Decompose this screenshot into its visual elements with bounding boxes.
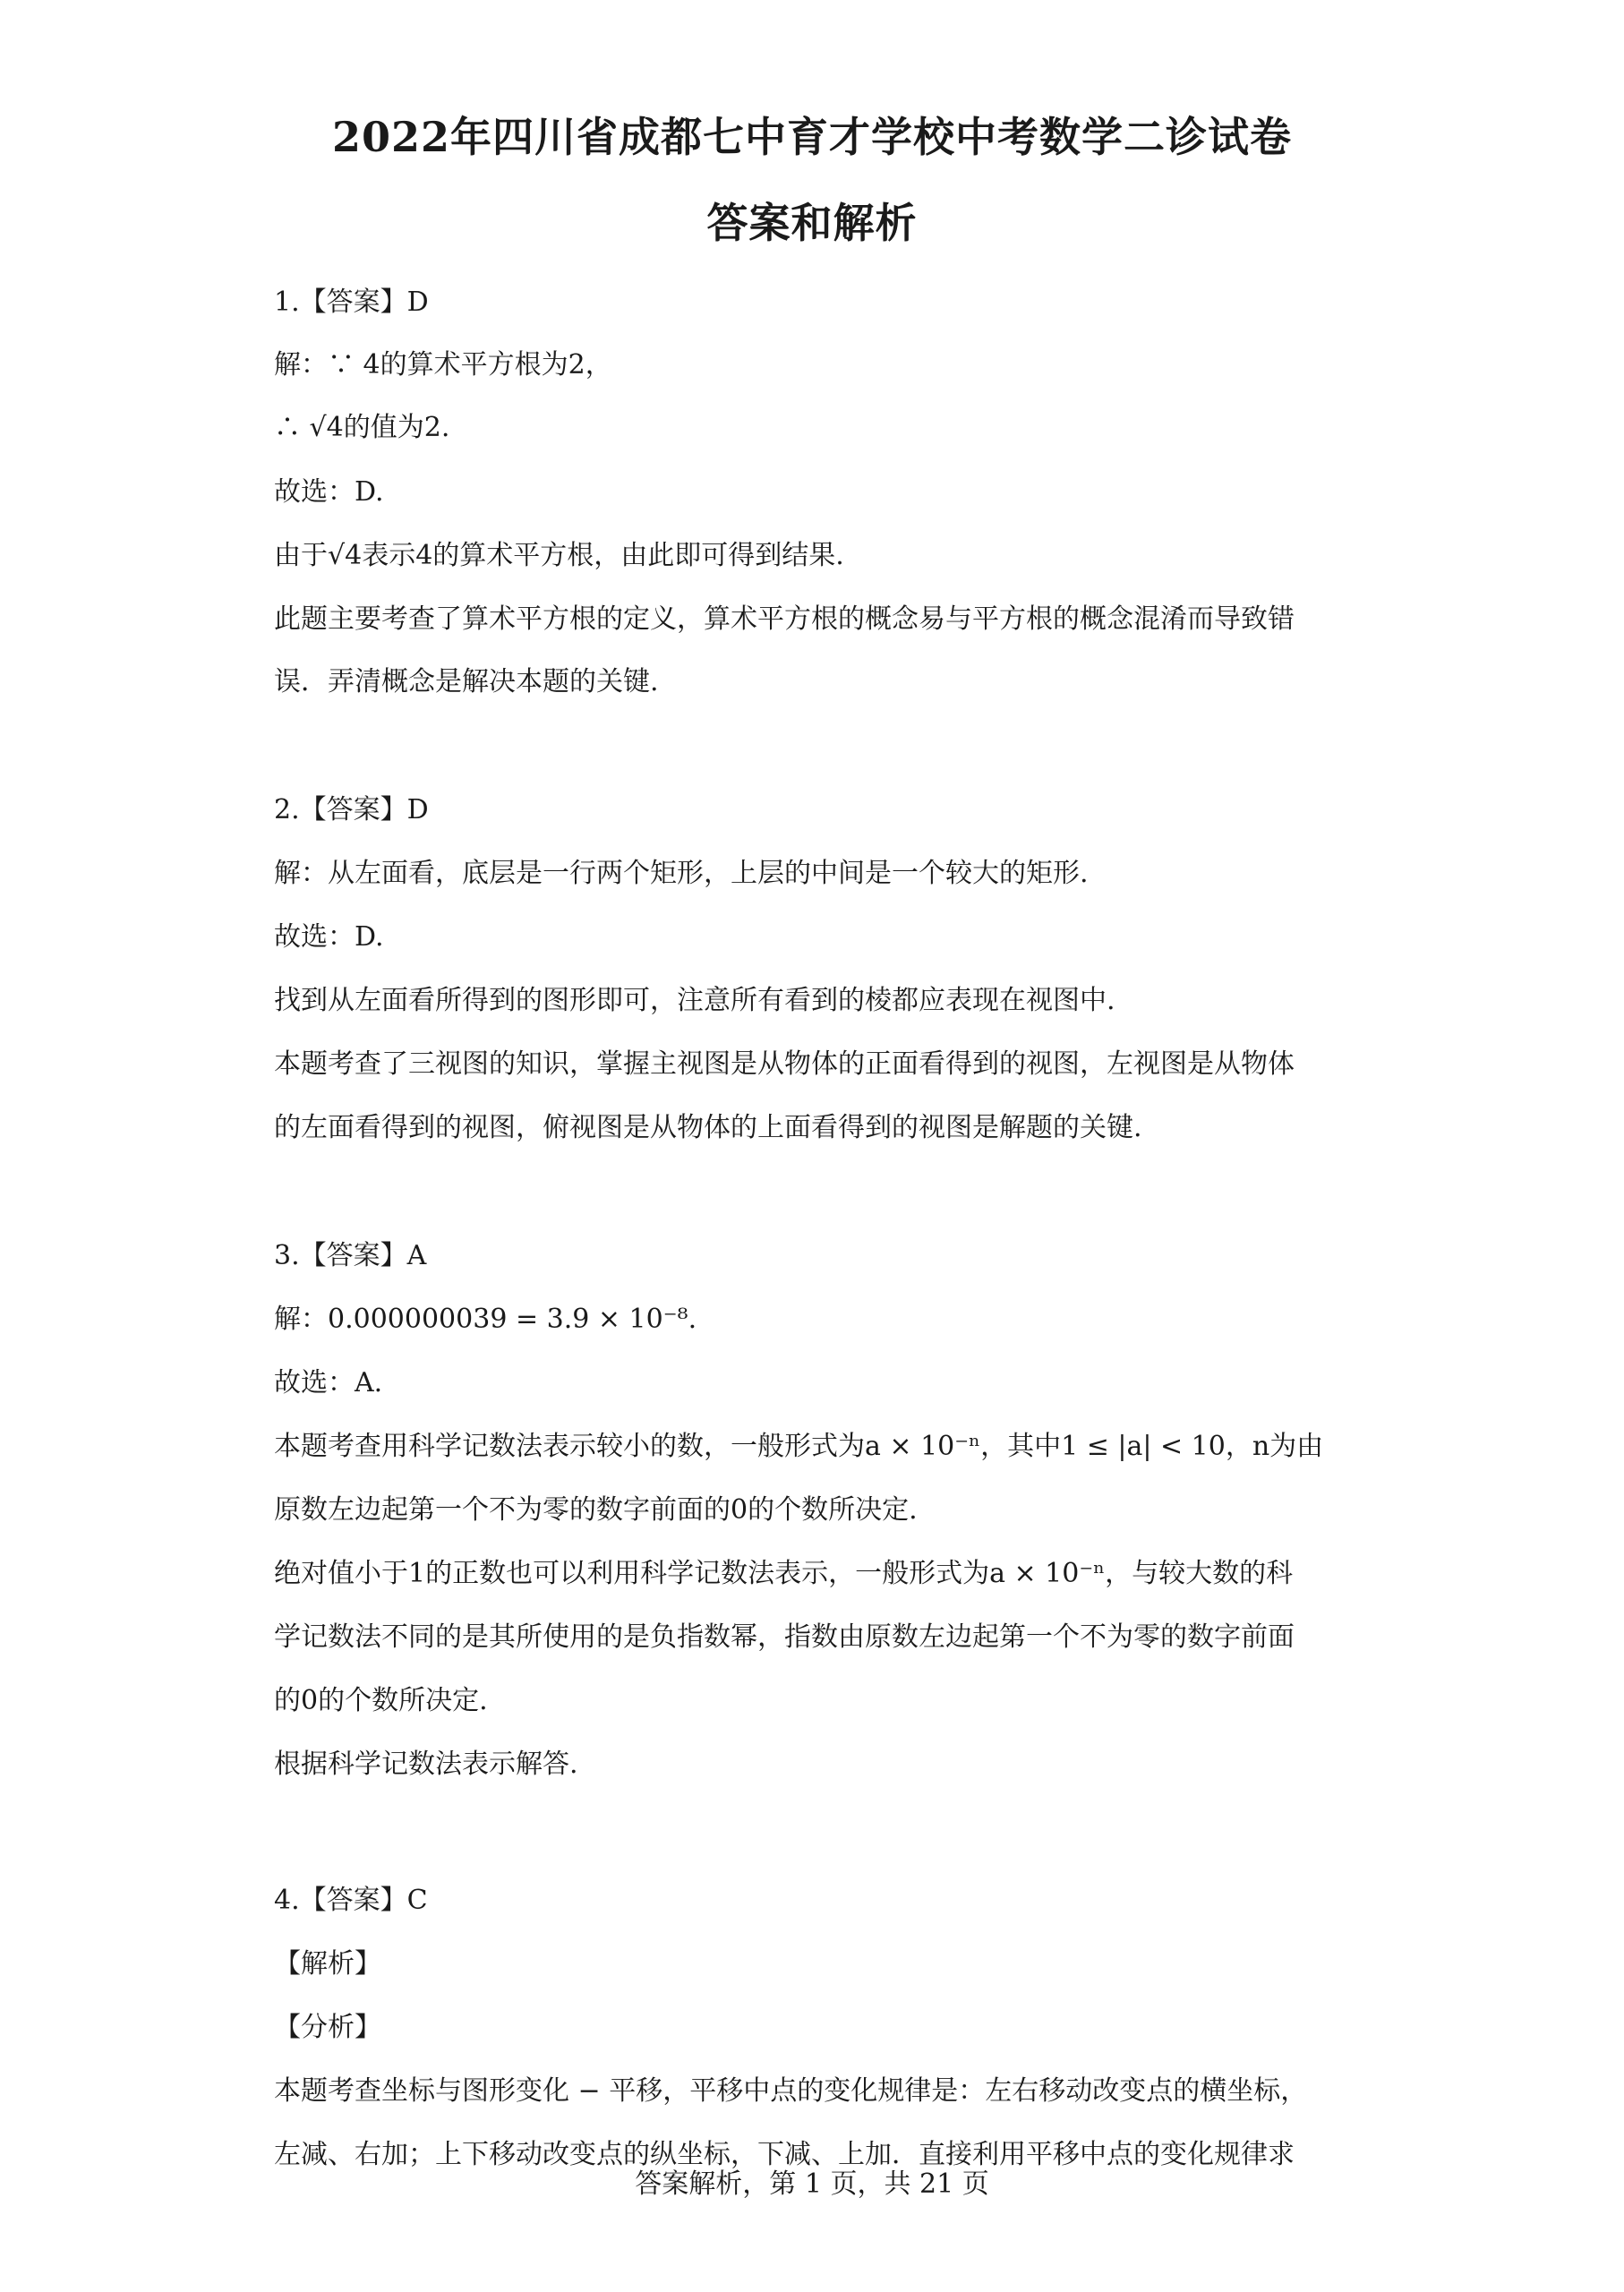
q1-text-line: ∴ √4的值为2. — [274, 412, 450, 443]
q2-answer-line: 2.【答案】D — [274, 794, 429, 825]
q2-text-line: 找到从左面看所得到的图形即可，注意所有看到的棱都应表现在视图中. — [274, 985, 1115, 1016]
q1-text-line: 此题主要考查了算术平方根的定义，算术平方根的概念易与平方根的概念混淆而导致错 — [274, 603, 1295, 635]
q3-answer-line: 3.【答案】A — [274, 1240, 427, 1271]
q4-text-line: 【解析】 — [274, 1948, 381, 1980]
q2-text-line: 本题考查了三视图的知识，掌握主视图是从物体的正面看得到的视图，左视图是从物体 — [274, 1048, 1295, 1080]
q2-text-line: 故选：D. — [274, 921, 384, 953]
q3-text-line: 解：0.000000039 = 3.9 × 10⁻⁸. — [274, 1304, 697, 1335]
q3-text-line: 的0的个数所决定. — [274, 1685, 488, 1716]
q3-text-line: 原数左边起第一个不为零的数字前面的0的个数所决定. — [274, 1494, 918, 1526]
q4-answer-line: 4.【答案】C — [274, 1885, 428, 1916]
page-footer: 答案解析，第 1 页，共 21 页 — [635, 2168, 989, 2200]
q4-text-line: 【分析】 — [274, 2012, 381, 2043]
q3-text-line: 绝对值小于1的正数也可以利用科学记数法表示，一般形式为a × 10⁻ⁿ，与较大数的科 — [274, 1558, 1294, 1589]
document-subtitle: 答案和解析 — [706, 199, 918, 247]
q4-text-line: 左减、右加；上下移动改变点的纵坐标，下减、上加．直接利用平移中点的变化规律求 — [274, 2139, 1295, 2170]
q3-text-line: 学记数法不同的是其所使用的是负指数幂，指数由原数左边起第一个不为零的数字前面 — [274, 1621, 1295, 1653]
q1-text-line: 由于√4表示4的算术平方根，由此即可得到结果. — [274, 540, 844, 571]
q3-text-line: 故选：A. — [274, 1367, 383, 1398]
q3-text-line: 根据科学记数法表示解答. — [274, 1749, 578, 1780]
q3-text-line: 本题考查用科学记数法表示较小的数，一般形式为a × 10⁻ⁿ，其中1 ≤ |a| < 10，n为由 — [274, 1431, 1324, 1462]
q4-text-line: 本题考查坐标与图形变化 − 平移，平移中点的变化规律是：左右移动改变点的横坐标， — [274, 2075, 1308, 2107]
q1-text-line: 误．弄清概念是解决本题的关键. — [274, 666, 659, 697]
q1-text-line: 故选：D. — [274, 476, 384, 508]
q2-text-line: 的左面看得到的视图，俯视图是从物体的上面看得到的视图是解题的关键. — [274, 1112, 1142, 1143]
q1-answer-line: 1.【答案】D — [274, 286, 429, 318]
q1-text-line: 解：∵ 4的算术平方根为2， — [274, 349, 612, 381]
q2-text-line: 解：从左面看，底层是一行两个矩形，上层的中间是一个较大的矩形. — [274, 858, 1089, 889]
document-title: 2022年四川省成都七中育才学校中考数学二诊试卷 — [331, 113, 1293, 161]
